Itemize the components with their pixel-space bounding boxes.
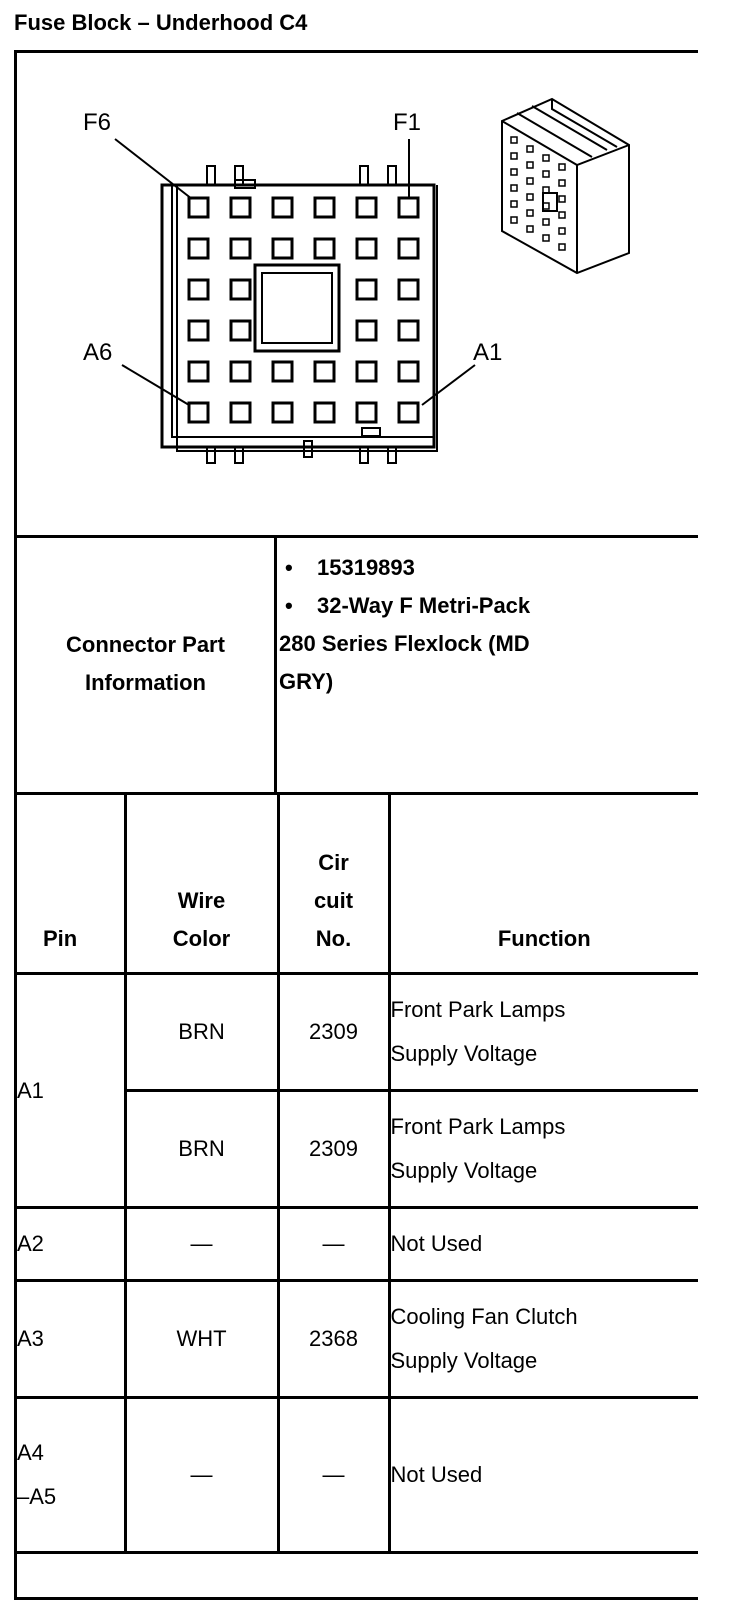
pin-cavity (315, 239, 334, 258)
pin-cavity (189, 198, 208, 217)
thumbnail-cavity (543, 235, 549, 241)
pin-cavity (231, 239, 250, 258)
thumbnail-cavity (511, 185, 517, 191)
table-header-row (17, 794, 698, 974)
pin-cavity (189, 239, 208, 258)
bullet-description (279, 587, 679, 625)
thumbnail-cavity (511, 137, 517, 143)
pinout-table (17, 792, 698, 1554)
pin-cavity (357, 321, 376, 340)
pin-cavity (189, 321, 208, 340)
pin-cavity (231, 403, 250, 422)
function-cell: Not Used (389, 1398, 698, 1553)
pin-cavity (357, 280, 376, 299)
header-pin: Pin (17, 794, 125, 974)
pin-cavity (231, 280, 250, 299)
pin-cavity (357, 198, 376, 217)
wire-color-cell: — (125, 1208, 278, 1281)
pin-cavity (273, 239, 292, 258)
thumbnail-cavity (511, 201, 517, 207)
pin-cell: A3 (17, 1281, 125, 1398)
info-heading-line2: Information (84, 669, 206, 695)
part-number: 15319893 (317, 555, 415, 580)
pin-cavity (273, 198, 292, 217)
function-cell: Front Park Lamps Supply Voltage (389, 1091, 698, 1208)
label-a6: A6 (83, 339, 113, 366)
connector-face-drawing (17, 53, 698, 538)
pin-cell: A1 (17, 974, 125, 1208)
circuit-cell: 2368 (278, 1281, 389, 1398)
header-circuit-no: Cir cuit No. (278, 794, 389, 974)
wire-color-cell: BRN (125, 974, 278, 1091)
table-row (17, 1398, 698, 1553)
wire-color-cell: BRN (125, 1091, 278, 1208)
connector-table-frame (14, 50, 698, 1600)
circuit-cell: — (278, 1398, 389, 1553)
connector-part-info-heading (17, 535, 277, 792)
thumbnail-cavity (527, 146, 533, 152)
table-row (17, 974, 698, 1091)
pin-cavity (315, 362, 334, 381)
table-row (17, 1208, 698, 1281)
pin-cavity (231, 198, 250, 217)
function-cell: Front Park Lamps Supply Voltage (389, 974, 698, 1091)
thumbnail-cavity (543, 155, 549, 161)
thumbnail-cavity (527, 162, 533, 168)
thumbnail-cavity (527, 226, 533, 232)
circuit-cell: 2309 (278, 1091, 389, 1208)
connector-diagram (17, 53, 698, 538)
page-title: Fuse Block – Underhood C4 (14, 10, 308, 35)
header-function: Function (389, 794, 698, 974)
pin-cavity (399, 239, 418, 258)
bullet-part-number (279, 549, 679, 587)
info-heading-line1: Connector Part (66, 631, 225, 657)
thumbnail-cavity (543, 219, 549, 225)
thumbnail-cavity (559, 164, 565, 170)
circuit-cell: — (278, 1208, 389, 1281)
pin-cavity (357, 403, 376, 422)
label-f6: F6 (83, 109, 112, 136)
function-cell: Cooling Fan Clutch Supply Voltage (389, 1281, 698, 1398)
bullet-icon: • (285, 555, 293, 580)
function-cell: Not Used (389, 1208, 698, 1281)
bullet-icon: • (285, 593, 293, 618)
thumbnail-cavity (511, 169, 517, 175)
pin-cavity (231, 362, 250, 381)
pin-cavity (273, 362, 292, 381)
pin-cavity (189, 403, 208, 422)
thumbnail-cavity (511, 217, 517, 223)
thumbnail-cavity (527, 178, 533, 184)
thumbnail-cavity (559, 180, 565, 186)
pin-cavity (357, 362, 376, 381)
table-row (17, 1281, 698, 1398)
pin-cavity (399, 280, 418, 299)
label-f1: F1 (393, 109, 422, 136)
thumbnail-cavity (559, 196, 565, 202)
pin-cavity (315, 198, 334, 217)
label-a1: A1 (473, 339, 503, 366)
description-line3: GRY) (279, 669, 334, 694)
thumbnail-cavity (511, 153, 517, 159)
pin-cavity (189, 280, 208, 299)
thumbnail-cavity (527, 194, 533, 200)
pin-cavity (231, 321, 250, 340)
pin-cavity (399, 198, 418, 217)
pin-cell: A2 (17, 1208, 125, 1281)
header-wire-color: Wire Color (125, 794, 278, 974)
pin-cavity (189, 362, 208, 381)
description-line2: 280 Series Flexlock (MD (279, 631, 530, 656)
pin-cavity (399, 321, 418, 340)
pin-cavity (399, 403, 418, 422)
thumbnail-cavity (559, 228, 565, 234)
pin-cavity (273, 403, 292, 422)
thumbnail-cavity (543, 171, 549, 177)
pin-cavity (315, 403, 334, 422)
thumbnail-cavity (527, 210, 533, 216)
thumbnail-cavity (559, 212, 565, 218)
pin-cavity (399, 362, 418, 381)
pin-cell: A4 –A5 (17, 1398, 125, 1553)
wire-color-cell: WHT (125, 1281, 278, 1398)
connector-part-info-row (17, 535, 698, 795)
pin-cavity (357, 239, 376, 258)
wire-color-cell: — (125, 1398, 278, 1553)
thumbnail-cavity (559, 244, 565, 250)
description-line1: 32-Way F Metri-Pack (317, 593, 531, 618)
circuit-cell: 2309 (278, 974, 389, 1091)
connector-part-info-values (279, 549, 679, 701)
